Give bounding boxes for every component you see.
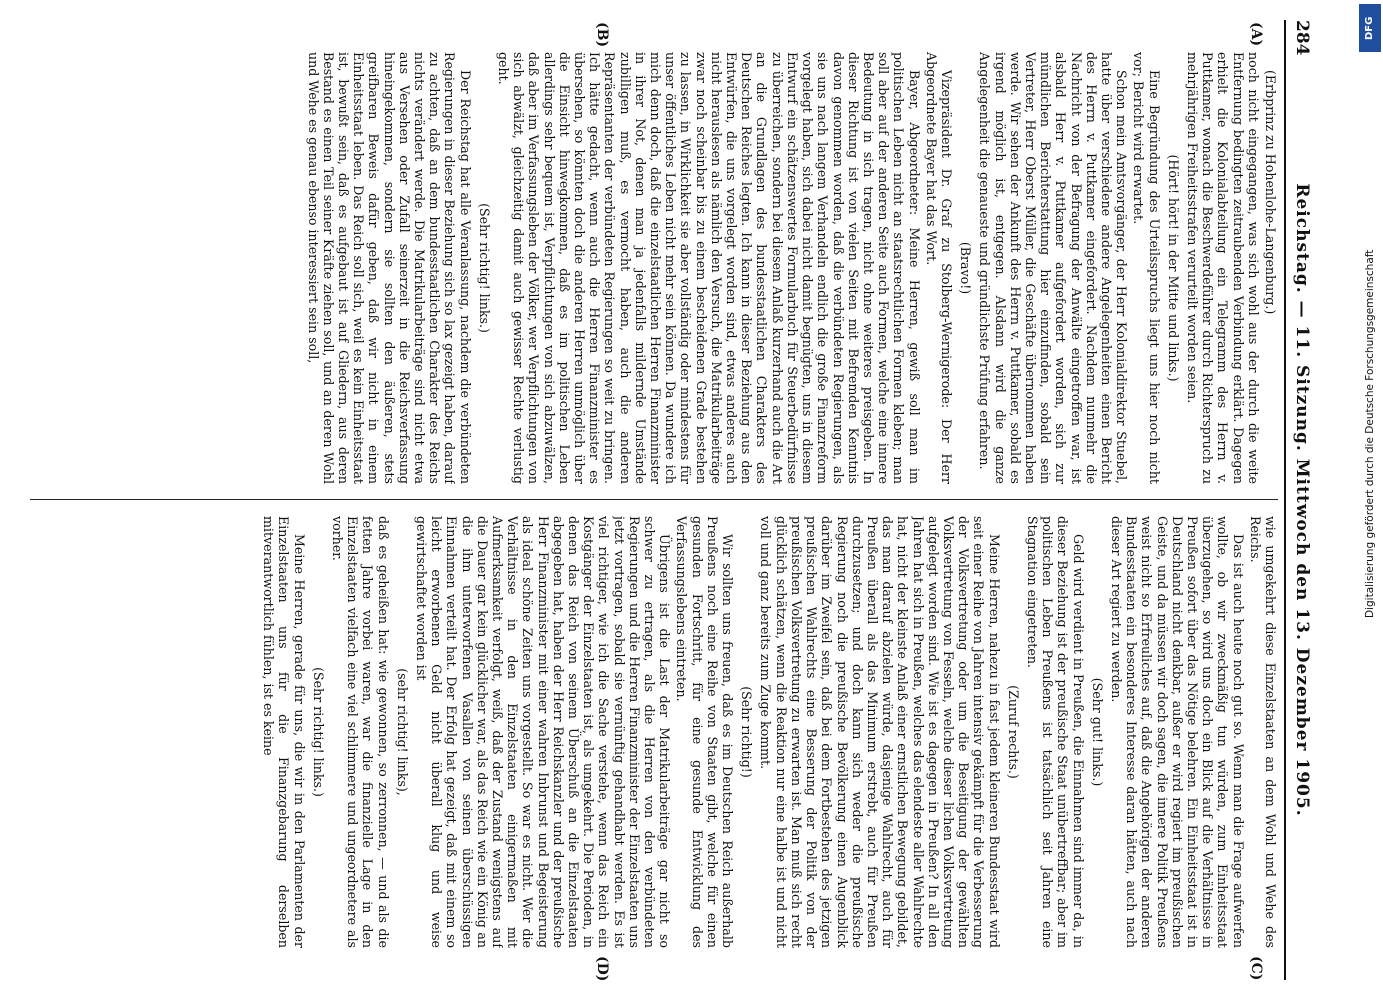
margin-marker-a: (A) [1248, 22, 1264, 47]
page-number: 284 [1292, 20, 1312, 56]
paragraph: Bayer, Abgeordneter: Meine Herren, gewiß soll man im politischen Leben nicht an staatsrechtlichen Formen kleben; man soll aber auf der anderen Seite auch Formen, welche eine innere Bedeutung in sich tragen, nicht ohne weiteres preisgeben. In dieser Richtung ist von vielen Seiten mit Befremden Kenntnis davon genommen worden, daß die verbündeten Regierungen, als sie uns nach langem Verhandeln endlich die große Finanzreform vorgelegt haben, sich dabei nicht damit begnügten, uns in diesem Entwurf ein schätzenswertes Formularbuch für Steuerbedürfnisse zu überreichen, sondern bei diesem Anlaß kurzerhand auch die Art an die Grundlagen des bundesstaatlichen Charakters des Deutschen Reiches legten. Ich kann in dieser Beziehung aus den Entwürfen, die uns vorgelegt worden sind, etwas anderes auch nicht herauslesen als nämlich den Versuch, die Matrikularbeiträge zwar noch scheinbar bis zu einem bescheidenen Grade bestehen zu lassen, in Wirklichkeit sie aber vollständig oder mindestens für unser öffentliches Leben nicht mehr sein können. Da wundere ich mich denn doch, daß die einzelstaatlichen Herren Finanzminister in ihrer Not, denen man ja jedenfalls mildernde Umstände zubilligen muß, es vermocht haben, auch die anderen Repräsentanten der verbündeten Regierungen so weit zu bringen. Ich hätte gedacht, wenn auch die Herren Finanzminister es übersehen, so könnten doch die anderen Herren unmöglich über die Einsicht hinwegkommen, daß es im politischen Leben allerdings sehr bequem ist, Verpflichtungen von sich abzuwälzen, daß aber im Verfassungsleben der Völker, wer Verpflichtungen von sich abwälzt, gleichzeitig damit auch gewisser Rechte verlustig geht. [496, 52, 922, 484]
paragraph: Der Reichstag hat alle Veranlassung, nachdem die verbündeten Regierungen in dieser Beziehung sich so lax gezeigt haben, darauf zu achten, daß an dem bundesstaatlichen Charakter des Reichs nichts verändert werde. Die Matrikularbeiträge sind nicht etwa aus Versehen oder Zufall seinerzeit in die Reichsverfassung hineingekommen, sondern sie sollten den äußeren, stets greifbaren Beweis dafür geben, daß wir nicht in einem Einheitsstaat leben. Das Reich soll sich, weil es kein Einheitsstaat ist, bewußt sein, daß es aufgebaut ist auf Gliedern, aus deren Bestand es einen Teil seiner Kräfte ziehen soll, und an deren Wohl und Wehe es genau ebenso interessiert sein soll, [305, 52, 473, 484]
interjection: (Bravo!) [958, 241, 974, 295]
paragraph: Übrigens ist die Last der Matrikularbeiträge gar nicht so schwer zu ertragen, als die Herren von den verbündeten Regierungen und die Herren Finanzminister der Einzelstaaten uns jetzt vortragen, sobald sie vernünftig gehandhabt werden. Es ist viel richtiger, wie ich die Sache verstehe, wenn das Reich ein Kostgänger der Einzelstaaten ist, als umgekehrt. Die Perioden, in denen das Reich von seinem Überschuß an die Einzelstaaten abgegeben hat, haben der Herr Reichskanzler und der preußische Herr Finanzminister mit einer wahren Inbrunst und Begeisterung als ideal schöne Zeiten uns vorgestellt. So war es nicht. Wer die Verhältnisse in den Einzelstaaten einigermaßen mit Aufmerksamkeit verfolgt, weiß, daß der Zustand wenigstens auf die Dauer gar kein glücklicher war, als das Reich wie ein König an die ihm unterworfenen Vasallen von seinen überschüssigen Einnahmen verteilt hat. Der Erfolg hat gezeigt, daß mit einem so leicht erworbenen Geld nicht überall klug und weise gewirtschaftet worden ist [414, 516, 673, 948]
digitization-credit: Digitalisierung gefördert durch die Deutsche Forschungsgemeinschaft [1364, 249, 1376, 618]
paragraph: Geld wird verdient in Preußen, die Einnahmen sind immer da, in dieser Beziehung ist der preußische Staat unübertreffbar; aber im politischen Leben Preußens ist tatsächlich seit Jahren eine Stagnation eingetreten. [1024, 516, 1086, 948]
paragraph: Eine Begründung des Urteilsspruchs liegt uns hier noch nicht vor; Bericht wird erwartet. [1131, 52, 1162, 484]
interjection: (sehr richtig! links), [394, 668, 410, 796]
paragraph: wie umgekehrt diese Einzelstaaten an dem Wohl und Wehe des Reichs. [1247, 516, 1278, 948]
margin-marker-c: (C) [1248, 956, 1264, 981]
column-divider [30, 499, 1278, 500]
interjection: (Sehr richtig!) [739, 686, 755, 778]
paragraph: Meine Herren, nahezu in fast jedem kleineren Bundesstaat wird seit einer Reihe von Jahren intensiv gekämpft für die Verbesserung der Volksvertretung oder um die Beseitigung der gewählten Volksvertretung von Fesseln, welche dieser lichen Volksvertretung aufgelegt worden sind. Wie ist es dagegen in Preußen? In all den Jahren hat sich in Preußen, welches das elendeste aller Wahlrechte hat, nicht der kleinste Anlaß einer ernstlichen Bewegung gebildet, das man darauf abzielen würde, dasjenige Wahlrecht, auch für Preußen überall als das Minimum erstrebt, auch für Preußen durchzusetzen; und doch kann sich weder die preußische Regierung noch die preußische Bevölkerung einen Augenblick darüber im Zweifel sein, daß bei dem Fortbestehen des jetzigen preußischen Wahlrechts eine Besserung der Politik von der preußischen Volksvertretung zu erwarten ist. Man muß sich recht glücklich schätzen, wenn die Reaktion nur eine halbe ist und nicht voll und ganz bereits zum Zuge kommt. [758, 516, 1002, 948]
page-header [1286, 20, 1320, 980]
paragraph: (Erbprinz zu Hohenlohe-Langenburg.) [1263, 70, 1278, 315]
paragraph: daß es geheißen hat: wie gewonnen, so zerronnen, — und als die fetten Jahre vorbei waren, war die finanzielle Lage in den Einzelstaaten vielfach eine viel schlimmere und ungeordnetere als vorher. [330, 516, 391, 948]
interjection: (Zuruf rechts.) [1005, 685, 1021, 779]
right-column [24, 516, 1278, 948]
paragraph: Meine Herren, gerade für uns, die wir in den Parlamenten der Einzelstaaten uns für die Finanzgebarung derselben mitverantwortlich fühlen, ist es keine [261, 516, 307, 948]
interjection: (Sehr richtig! links.) [476, 203, 492, 333]
paragraph: Schon mein Amtsvorgänger, der Herr Kolonialdirektor Stuebel, hatte über verschiedene andere Angelegenheiten einen Bericht des Herrn v. Puttkamer eingefordert. Nachdem nunmehr die Nachricht von der Befragung der Anwälte eingetroffen war, ist alsbald Herr v. Puttkamer aufgefordert worden, sich zur mündlichen Berichterstattung hier einzufinden, sobald sein Vertreter, Herr Oberst Müller, die Geschäfte übernommen haben werde. Wir sehen der Ankunft des Herrn v. Puttkamer, sobald es irgend möglich ist, entgegen. Alsdann wird die ganze Angelegenheit die genaueste und gründlichste Prüfung erfahren. [977, 52, 1130, 484]
header-rule [1284, 20, 1286, 980]
paragraph: Das ist auch heute noch gut so. Wenn man die Frage aufwerfen wollte, ob wir zweckmäßig tun würden, zum Einheitsstaat überzugehen, so wird uns doch ein Blick auf die Verhältnisse in Preußen sofort über das Nötige belehren. Ein Einheitsstaat ist in Deutschland nicht denkbar, außer er wird regiert im preußischen Geiste, und da müssen wir doch sagen, die innere Politik Preußens weist nicht so Erfreuliches auf, daß die Angehörigen der anderen Bundesstaaten ein besonderes Interesse daran hätten, auch nach dieser Art regiert zu werden. [1108, 516, 1246, 948]
document-page [10, 0, 1330, 1000]
interjection: (Hört! hört! in der Mitte und links.) [1165, 154, 1181, 382]
margin-marker-d: (D) [594, 956, 610, 982]
running-title: Reichstag. — 11. Sitzung. Mittwoch den 13. Dezember 1905. [1292, 183, 1312, 817]
interjection: (Sehr gut! links.) [1089, 677, 1105, 787]
left-column [24, 52, 1278, 484]
margin-marker-b: (B) [594, 22, 610, 48]
paragraph: noch nicht eingegangen, was sich wohl aus der durch die weite Entfernung bedingten zeitraubenden Verbindung erklärt. Dagegen erhielt die Kolonialabteilung ein Telegramm des Herrn v. Puttkamer, wonach die Beschwerdeführer durch Richterspruch zu mehrjährigen Freiheitsstrafen verurteilt worden seien. [1184, 52, 1261, 484]
interjection: (Sehr richtig! links.) [310, 667, 326, 797]
paragraph: Vizepräsident Dr. Graf zu Stolberg-Wernigerode: Der Herr Abgeordnete Bayer hat das Wort. [923, 52, 954, 484]
dfg-logo: DFG [1359, 4, 1381, 52]
paragraph: Wir sollten uns freuen, daß es im Deutschen Reich außerhalb Preußens noch eine Reihe von Staaten gibt, welche für einen gesunden Fortschritt, für eine gesunde Entwicklung des Verfassungslebens eintreten. [674, 516, 736, 948]
